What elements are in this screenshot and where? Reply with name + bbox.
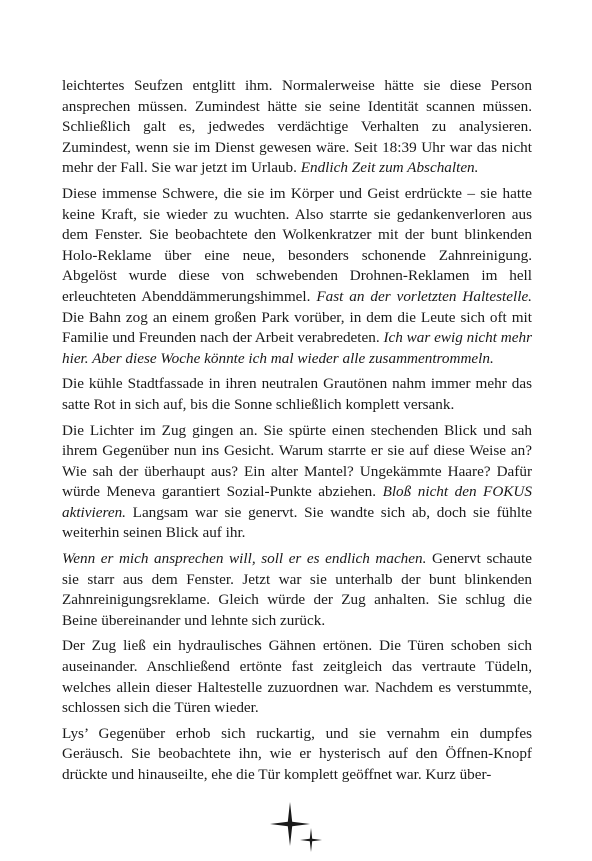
paragraph-2 bbox=[62, 184, 532, 369]
text-segment: Langsam war sie genervt. Sie wandte sich ab, doch sie fühlte weiterhin seinen Blick auf ihr. bbox=[62, 503, 532, 542]
text-segment: Lys’ Gegenüber erhob sich ruckartig, und sie vernahm ein dumpfes Geräusch. Sie beobachtete ihn, wie er hysterisch auf den Öffnen-Knopf drückte und hinauseilte, ehe die Tür komplett geöffnet war. Kurz über- bbox=[62, 724, 532, 783]
text-segment: Die Bahn zog an einem großen Park vorüber, in dem die Leute sich oft mit Familie und Freunden nach der Arbeit verabredeten. bbox=[62, 308, 532, 347]
text-segment-italic: Wenn er mich ansprechen will, soll er es endlich machen. bbox=[62, 550, 427, 568]
paragraph-1 bbox=[62, 76, 532, 179]
paragraph-4 bbox=[62, 421, 532, 545]
paragraph-7 bbox=[62, 724, 532, 786]
text-segment: leichtertes Seufzen entglitt ihm. Normalerweise hätte sie diese Person ansprechen müssen. Zumindest hätte sie seine Identität scannen müssen. Schließlich galt es, jedwedes verdächtige Verhalten zu analysieren. Zumindest, wenn sie im Dienst gewesen wäre. Seit 18:39 Uhr war das nicht mehr der Fall. Sie war jetzt im Urlaub. bbox=[62, 77, 532, 177]
paragraph-3 bbox=[62, 374, 532, 415]
text-segment-italic: Fast an der vorletzten Haltestelle. bbox=[316, 287, 532, 305]
text-segment: Genervt schaute sie starr aus dem Fenster. Jetzt war sie unterhalb der bunt blinkenden Zahnreinigungsreklame. Gleich würde der Zug anhalten. Sie schlug die Beine übereinander und lehnte sich zurück. bbox=[62, 550, 532, 629]
text-segment-italic: Bloß nicht den FOKUS aktivieren. bbox=[62, 483, 532, 521]
text-segment-italic: Ich war ewig nicht mehr hier. Aber diese Woche könnte ich mal wieder alle zusammentrommeln. bbox=[62, 329, 533, 367]
book-page-text bbox=[62, 76, 532, 791]
text-segment: Die Lichter im Zug gingen an. Sie spürte einen stechenden Blick und sah ihrem Gegenüber nun ins Gesicht. Warum starrte er sie auf diese Weise an? Wie sah der überhaupt aus? Ein alter Mantel? Ungekämmte Haare? Dafür würde Meneva garantiert Sozial-Punkte abziehen. bbox=[62, 421, 532, 501]
paragraph-5 bbox=[62, 549, 532, 631]
text-segment: Der Zug ließ ein hydraulisches Gähnen ertönen. Die Türen schoben sich auseinander. Anschließend ertönte fast zeitgleich das vertraute Tüdeln, welches allein dieser Haltestelle zuzuordnen war. Nachdem es verstummte, schlossen sich die Türen wieder. bbox=[62, 637, 532, 717]
text-segment-italic: Endlich Zeit zum Abschalten. bbox=[300, 159, 479, 177]
text-segment: Diese immense Schwere, die sie im Körper und Geist erdrückte – sie hatte keine Kraft, sie wieder zu wuchten. Also starrte sie gedankenverloren aus dem Fenster. Sie beobachtete den Wolkenkratzer mit der bunt blinkenden Holo-Reklame über eine neue, besonders schonende Zahnreinigung. Abgelöst wurde diese von schwebenden Drohnen-Reklamen im hell erleuchteten Abenddämmerungshimmel. bbox=[62, 184, 532, 305]
text-segment: Die kühle Stadtfassade in ihren neutralen Grautönen nahm immer mehr das satte Rot in sich auf, bis die Sonne schließlich komplett versank. bbox=[62, 375, 532, 413]
paragraph-6 bbox=[62, 636, 532, 718]
sparkle-stars-icon bbox=[264, 800, 328, 854]
